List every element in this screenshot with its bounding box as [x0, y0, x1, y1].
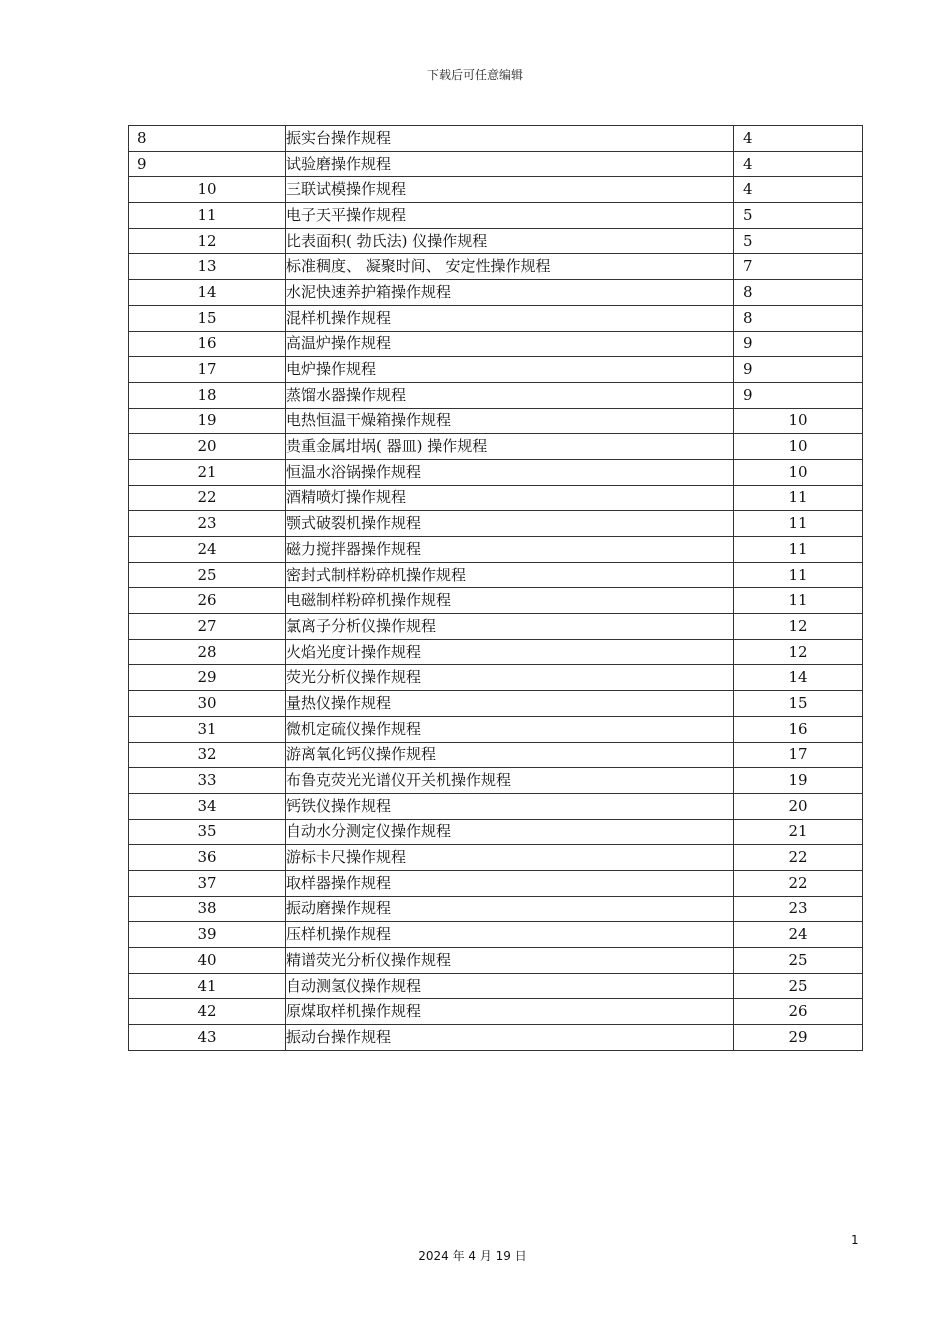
- entry-title: 标准稠度、 凝聚时间、 安定性操作规程: [286, 254, 734, 280]
- entry-page: 11: [734, 485, 863, 511]
- entry-page: 17: [734, 742, 863, 768]
- entry-page: 9: [734, 382, 863, 408]
- table-row: [129, 537, 863, 563]
- entry-title: 电磁制样粉碎机操作规程: [286, 588, 734, 614]
- entry-title: 钙铁仪操作规程: [286, 793, 734, 819]
- entry-page: 29: [734, 1025, 863, 1051]
- entry-page: 9: [734, 357, 863, 383]
- entry-title: 取样器操作规程: [286, 870, 734, 896]
- entry-title: 精谱荧光分析仪操作规程: [286, 948, 734, 974]
- entry-number: 27: [129, 614, 286, 640]
- entry-number: 32: [129, 742, 286, 768]
- entry-title: 蒸馏水器操作规程: [286, 382, 734, 408]
- toc-table: [128, 125, 863, 1051]
- table-row: [129, 691, 863, 717]
- entry-page: 11: [734, 562, 863, 588]
- table-row: [129, 305, 863, 331]
- entry-title: 自动测氢仪操作规程: [286, 973, 734, 999]
- entry-page: 7: [734, 254, 863, 280]
- entry-number: 35: [129, 819, 286, 845]
- table-row: [129, 151, 863, 177]
- entry-title: 高温炉操作规程: [286, 331, 734, 357]
- table-row: [129, 177, 863, 203]
- footer-date: 2024 年 4 月 19 日: [418, 1249, 527, 1263]
- table-row: [129, 973, 863, 999]
- entry-number: 40: [129, 948, 286, 974]
- entry-number: 30: [129, 691, 286, 717]
- entry-title: 游标卡尺操作规程: [286, 845, 734, 871]
- entry-title: 贵重金属坩埚( 器皿) 操作规程: [286, 434, 734, 460]
- entry-number: 29: [129, 665, 286, 691]
- entry-page: 26: [734, 999, 863, 1025]
- entry-number: 26: [129, 588, 286, 614]
- entry-page: 20: [734, 793, 863, 819]
- entry-page: 25: [734, 973, 863, 999]
- entry-number: 8: [129, 126, 286, 152]
- entry-number: 12: [129, 228, 286, 254]
- entry-number: 13: [129, 254, 286, 280]
- entry-title: 三联试模操作规程: [286, 177, 734, 203]
- entry-number: 14: [129, 280, 286, 306]
- entry-page: 11: [734, 588, 863, 614]
- table-row: [129, 768, 863, 794]
- table-row: [129, 562, 863, 588]
- table-row: [129, 280, 863, 306]
- entry-number: 21: [129, 459, 286, 485]
- entry-page: 14: [734, 665, 863, 691]
- entry-title: 酒精喷灯操作规程: [286, 485, 734, 511]
- entry-number: 36: [129, 845, 286, 871]
- page-header: 下载后可任意编辑: [426, 68, 523, 82]
- entry-page: 10: [734, 434, 863, 460]
- table-row: [129, 819, 863, 845]
- entry-page: 10: [734, 408, 863, 434]
- entry-title: 振动台操作规程: [286, 1025, 734, 1051]
- table-row: [129, 896, 863, 922]
- entry-number: 38: [129, 896, 286, 922]
- entry-title: 电炉操作规程: [286, 357, 734, 383]
- table-row: [129, 845, 863, 871]
- entry-number: 28: [129, 639, 286, 665]
- table-row: [129, 511, 863, 537]
- entry-title: 布鲁克荧光光谱仪开关机操作规程: [286, 768, 734, 794]
- entry-title: 颚式破裂机操作规程: [286, 511, 734, 537]
- entry-number: 19: [129, 408, 286, 434]
- entry-page: 4: [734, 126, 863, 152]
- entry-page: 23: [734, 896, 863, 922]
- entry-page: 22: [734, 845, 863, 871]
- entry-page: 9: [734, 331, 863, 357]
- entry-page: 22: [734, 870, 863, 896]
- entry-title: 火焰光度计操作规程: [286, 639, 734, 665]
- entry-page: 11: [734, 511, 863, 537]
- entry-number: 39: [129, 922, 286, 948]
- entry-number: 34: [129, 793, 286, 819]
- entry-number: 41: [129, 973, 286, 999]
- entry-page: 21: [734, 819, 863, 845]
- table-row: [129, 742, 863, 768]
- entry-title: 水泥快速养护箱操作规程: [286, 280, 734, 306]
- entry-title: 自动水分测定仪操作规程: [286, 819, 734, 845]
- entry-page: 16: [734, 716, 863, 742]
- entry-number: 31: [129, 716, 286, 742]
- entry-title: 微机定硫仪操作规程: [286, 716, 734, 742]
- table-row: [129, 793, 863, 819]
- entry-number: 15: [129, 305, 286, 331]
- entry-page: 5: [734, 203, 863, 229]
- entry-number: 18: [129, 382, 286, 408]
- entry-number: 42: [129, 999, 286, 1025]
- entry-number: 43: [129, 1025, 286, 1051]
- entry-title: 密封式制样粉碎机操作规程: [286, 562, 734, 588]
- entry-title: 电热恒温干燥箱操作规程: [286, 408, 734, 434]
- entry-title: 压样机操作规程: [286, 922, 734, 948]
- entry-page: 24: [734, 922, 863, 948]
- entry-page: 11: [734, 537, 863, 563]
- entry-page: 25: [734, 948, 863, 974]
- table-row: [129, 639, 863, 665]
- entry-page: 10: [734, 459, 863, 485]
- entry-page: 5: [734, 228, 863, 254]
- entry-number: 23: [129, 511, 286, 537]
- entry-title: 混样机操作规程: [286, 305, 734, 331]
- table-row: [129, 1025, 863, 1051]
- table-row: [129, 459, 863, 485]
- table-row: [129, 716, 863, 742]
- entry-page: 15: [734, 691, 863, 717]
- entry-number: 33: [129, 768, 286, 794]
- entry-number: 37: [129, 870, 286, 896]
- table-row: [129, 614, 863, 640]
- entry-title: 振动磨操作规程: [286, 896, 734, 922]
- table-row: [129, 254, 863, 280]
- table-row: [129, 408, 863, 434]
- entry-title: 振实台操作规程: [286, 126, 734, 152]
- entry-title: 量热仪操作规程: [286, 691, 734, 717]
- entry-number: 25: [129, 562, 286, 588]
- table-row: [129, 228, 863, 254]
- table-row: [129, 922, 863, 948]
- entry-page: 4: [734, 177, 863, 203]
- entry-number: 24: [129, 537, 286, 563]
- entry-number: 11: [129, 203, 286, 229]
- entry-title: 试验磨操作规程: [286, 151, 734, 177]
- entry-number: 22: [129, 485, 286, 511]
- table-row: [129, 665, 863, 691]
- entry-title: 电子天平操作规程: [286, 203, 734, 229]
- entry-number: 10: [129, 177, 286, 203]
- entry-title: 比表面积( 勃氏法) 仪操作规程: [286, 228, 734, 254]
- entry-page: 8: [734, 280, 863, 306]
- table-row: [129, 870, 863, 896]
- entry-page: 4: [734, 151, 863, 177]
- entry-title: 磁力搅拌器操作规程: [286, 537, 734, 563]
- table-row: [129, 588, 863, 614]
- entry-number: 9: [129, 151, 286, 177]
- table-row: [129, 382, 863, 408]
- entry-title: 荧光分析仪操作规程: [286, 665, 734, 691]
- table-row: [129, 331, 863, 357]
- entry-page: 8: [734, 305, 863, 331]
- entry-title: 恒温水浴锅操作规程: [286, 459, 734, 485]
- table-row: [129, 948, 863, 974]
- entry-number: 20: [129, 434, 286, 460]
- table-row: [129, 357, 863, 383]
- table-row: [129, 485, 863, 511]
- table-row: [129, 434, 863, 460]
- entry-number: 17: [129, 357, 286, 383]
- table-row: [129, 999, 863, 1025]
- entry-page: 19: [734, 768, 863, 794]
- entry-page: 12: [734, 639, 863, 665]
- entry-title: 游离氧化钙仪操作规程: [286, 742, 734, 768]
- table-row: [129, 126, 863, 152]
- entry-title: 原煤取样机操作规程: [286, 999, 734, 1025]
- page-number: 1: [851, 1233, 859, 1247]
- entry-number: 16: [129, 331, 286, 357]
- entry-page: 12: [734, 614, 863, 640]
- table-row: [129, 203, 863, 229]
- entry-title: 氯离子分析仪操作规程: [286, 614, 734, 640]
- toc-body: [129, 126, 863, 1051]
